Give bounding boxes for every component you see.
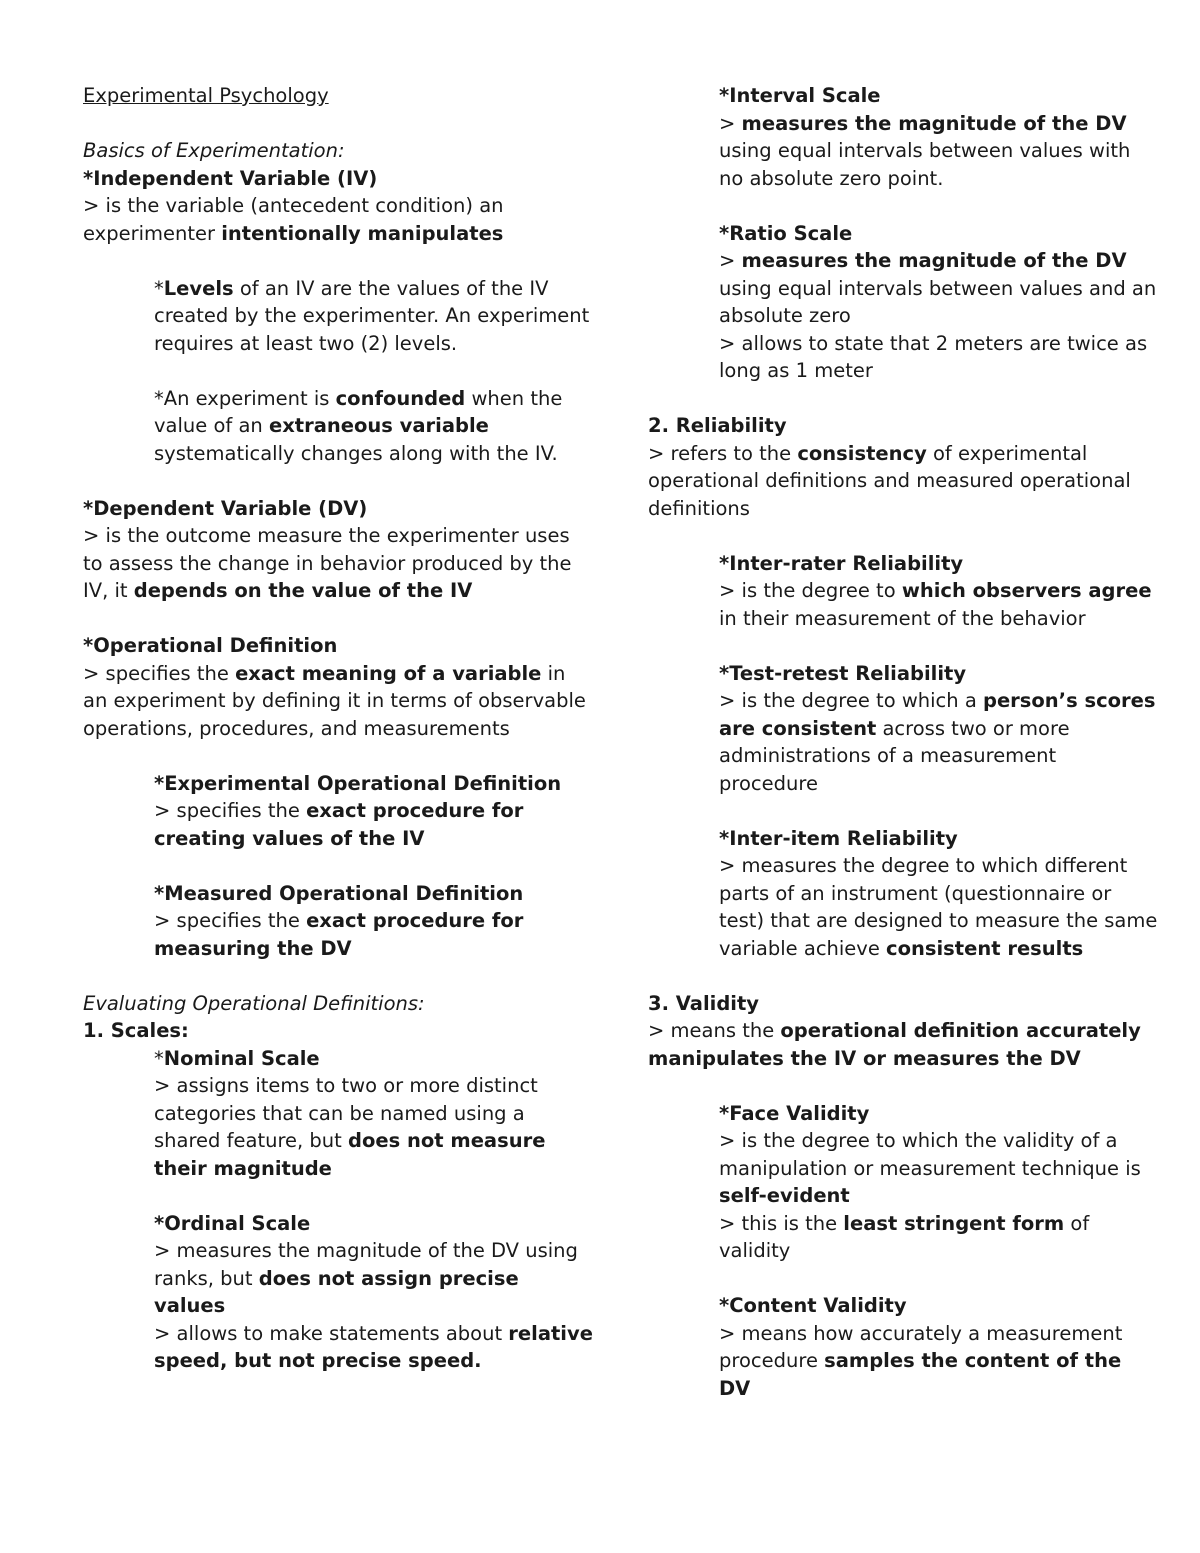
text-run: > measures the magnitude of the DV using ranks, but	[154, 1239, 578, 1290]
note-paragraph	[83, 137, 593, 165]
text-run: > means the	[648, 1019, 781, 1042]
bold-text: does not measure their magnitude	[154, 1129, 546, 1180]
text-run: > assigns items to two or more distinct categories that can be named using a shared feature, but	[154, 1074, 538, 1152]
note-paragraph	[719, 247, 1158, 330]
bold-text: which observers agree	[901, 579, 1152, 602]
note-paragraph	[154, 1320, 593, 1375]
text-run: > is the variable (antecedent condition) an experimenter	[83, 194, 504, 245]
note-paragraph	[719, 852, 1158, 962]
text-run: > refers to the	[648, 441, 798, 465]
note-paragraph	[83, 192, 593, 247]
note-paragraph	[154, 1210, 593, 1238]
text-run: > is the degree to	[719, 579, 902, 602]
note-section	[648, 990, 1158, 1073]
note-section	[83, 990, 593, 1045]
note-section	[719, 1292, 1158, 1402]
italic-heading: Evaluating Operational Definitions:	[83, 991, 425, 1015]
note-section	[154, 385, 593, 468]
text-run: of an IV are the values of the IV created by the experimenter. An experiment requires at least two (2) levels.	[154, 276, 590, 355]
document-title: Experimental Psychology	[83, 84, 329, 107]
note-paragraph	[154, 1237, 593, 1320]
right-column	[648, 82, 1158, 1430]
note-paragraph	[83, 1017, 593, 1045]
bold-text: *Operational Definition	[83, 634, 338, 657]
note-paragraph	[648, 1017, 1158, 1072]
note-paragraph	[83, 522, 593, 605]
note-paragraph	[154, 1045, 593, 1073]
bold-text: self-evident	[719, 1184, 850, 1207]
note-paragraph	[154, 770, 593, 798]
bold-text: *Face Validity	[719, 1101, 870, 1125]
right-column-body	[648, 82, 1158, 1402]
bold-text: depends on the value of the IV	[133, 579, 473, 602]
note-paragraph	[719, 825, 1158, 853]
text-run: *An experiment is	[154, 386, 336, 410]
bold-text: *Experimental Operational Definition	[154, 771, 562, 795]
note-section	[648, 412, 1158, 522]
note-paragraph	[154, 880, 593, 908]
bold-text: exact meaning of a variable	[235, 661, 542, 685]
bold-text: 2. Reliability	[648, 414, 787, 437]
bold-text: Nominal Scale	[163, 1046, 320, 1070]
text-run: using equal intervals between values and an absolute zero	[719, 276, 1157, 327]
note-paragraph	[154, 1072, 593, 1182]
note-paragraph	[719, 220, 1158, 248]
note-paragraph	[719, 1100, 1158, 1128]
note-paragraph	[83, 495, 593, 523]
text-run: > is the outcome measure the experimenter uses to assess the change in behavior produced by the IV, it	[83, 524, 572, 602]
note-section	[719, 825, 1158, 963]
note-section	[83, 137, 593, 247]
note-paragraph	[719, 687, 1158, 797]
text-run: *	[154, 1046, 164, 1070]
bold-text: 3. Validity	[648, 991, 759, 1015]
note-paragraph	[83, 660, 593, 743]
note-paragraph	[648, 990, 1158, 1018]
text-run: in an experiment by defining it in terms of observable operations, procedures, and measurements	[83, 661, 586, 740]
note-paragraph	[719, 1210, 1158, 1265]
note-section	[154, 1045, 593, 1183]
bold-text: does not assign precise values	[154, 1266, 519, 1317]
text-run: > allows to state that 2 meters are twice as long as 1 meter	[719, 331, 1148, 382]
bold-text: exact procedure for measuring the DV	[154, 909, 524, 960]
note-paragraph	[719, 1320, 1158, 1403]
note-paragraph	[648, 412, 1158, 440]
bold-text: *Measured Operational Definition	[154, 881, 524, 905]
text-run: when the value of an	[154, 386, 563, 437]
left-column	[83, 82, 593, 1402]
note-section	[83, 632, 593, 742]
bold-text: *Interval Scale	[719, 84, 881, 107]
left-column-body	[83, 137, 593, 1375]
note-paragraph	[154, 797, 593, 852]
text-run: > specifies the	[83, 661, 236, 685]
bold-text: *Ordinal Scale	[154, 1211, 311, 1235]
text-run: systematically changes along with the IV.	[154, 441, 558, 465]
note-paragraph	[154, 385, 593, 468]
note-paragraph	[154, 275, 593, 358]
note-paragraph	[719, 1292, 1158, 1320]
note-section	[154, 880, 593, 963]
bold-text: person’s scores are consistent	[719, 689, 1156, 740]
note-section	[154, 770, 593, 853]
text-run: > this is the	[719, 1211, 844, 1235]
note-paragraph	[719, 330, 1158, 385]
bold-text: *Inter-rater Reliability	[719, 551, 964, 575]
text-run: of experimental operational definitions and measured operational definitions	[648, 441, 1131, 520]
note-section	[154, 1210, 593, 1375]
bold-text: *Dependent Variable (DV)	[83, 496, 368, 520]
bold-text: consistency	[797, 441, 927, 465]
text-run: >	[719, 111, 742, 135]
note-paragraph	[719, 550, 1158, 578]
note-paragraph	[648, 440, 1158, 523]
text-run: > is the degree to which a	[719, 689, 983, 712]
bold-text: exact procedure for creating values of the IV	[154, 799, 524, 850]
bold-text: *Content Validity	[719, 1294, 907, 1317]
bold-text: measures the magnitude of the DV	[741, 111, 1127, 135]
note-paragraph	[719, 1127, 1158, 1210]
note-paragraph	[719, 577, 1158, 632]
text-run: > is the degree to which the validity of a manipulation or measurement technique is	[719, 1129, 1141, 1180]
bold-text: *Test-retest Reliability	[719, 661, 967, 685]
bold-text: consistent results	[886, 936, 1084, 960]
text-run: > specifies the	[154, 799, 307, 822]
note-section	[719, 82, 1158, 192]
note-paragraph	[83, 632, 593, 660]
text-run: > allows to make statements about	[154, 1321, 509, 1345]
bold-text: *Independent Variable (IV)	[83, 166, 378, 190]
text-run: *	[154, 276, 164, 300]
note-section	[719, 220, 1158, 385]
text-run: of validity	[719, 1211, 1090, 1262]
text-run: > specifies the	[154, 909, 307, 932]
bold-text: intentionally manipulates	[221, 221, 504, 245]
note-paragraph	[83, 165, 593, 193]
note-paragraph	[719, 110, 1158, 193]
note-paragraph	[83, 990, 593, 1018]
note-section	[719, 1100, 1158, 1265]
bold-text: *Inter-item Reliability	[719, 826, 958, 850]
text-run: > means how accurately a measurement procedure	[719, 1321, 1123, 1372]
bold-text: *Ratio Scale	[719, 221, 853, 245]
note-section	[719, 660, 1158, 798]
bold-text: relative speed, but not precise speed.	[154, 1321, 593, 1372]
bold-text: Levels	[163, 276, 234, 300]
note-section	[154, 275, 593, 358]
note-section	[719, 550, 1158, 633]
text-run: > measures the degree to which different parts of an instrument (questionnaire or test) that are designed to measure the same variable achieve	[719, 854, 1158, 960]
note-paragraph	[719, 82, 1158, 110]
bold-text: confounded	[335, 386, 466, 410]
text-run: >	[719, 249, 742, 272]
bold-text: operational definition accurately manipulates the IV or measures the DV	[648, 1019, 1141, 1070]
text-run: in their measurement of the behavior	[719, 606, 1086, 630]
note-paragraph	[154, 907, 593, 962]
bold-text: measures the magnitude of the DV	[741, 249, 1127, 272]
bold-text: 1. Scales:	[83, 1019, 189, 1042]
bold-text: samples the content of the DV	[719, 1349, 1122, 1400]
bold-text: extraneous variable	[268, 414, 489, 437]
text-run: using equal intervals between values with no absolute zero point.	[719, 139, 1131, 190]
italic-heading: Basics of Experimentation:	[83, 139, 345, 162]
note-section	[83, 495, 593, 605]
text-run: across two or more administrations of a measurement procedure	[719, 716, 1070, 795]
note-paragraph	[719, 660, 1158, 688]
bold-text: least stringent form	[843, 1211, 1065, 1235]
